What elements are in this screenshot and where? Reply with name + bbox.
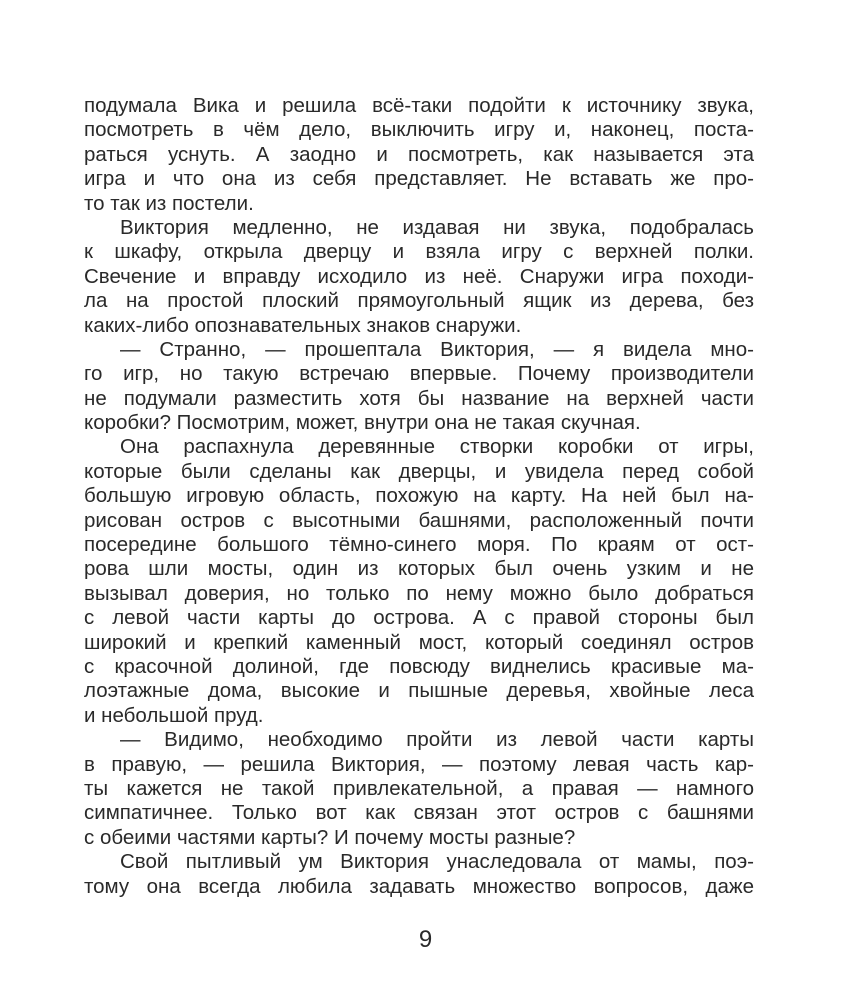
text-line: не подумали разместить хотя бы название на верхней части (84, 386, 754, 410)
text-line: Свечение и вправду исходило из неё. Снаружи игра походи- (84, 264, 754, 288)
text-line: лоэтажные дома, высокие и пышные деревья, хвойные леса (84, 679, 754, 703)
text-line: го игр, но такую встречаю впервые. Почему производители (84, 362, 754, 386)
text-line: симпатичнее. Только вот как связан этот остров с башнями (84, 801, 754, 825)
text-line: с красочной долиной, где повсюду виднелись красивые ма- (84, 654, 754, 678)
paragraph (84, 94, 754, 216)
text-line: ты кажется не такой привлекательной, а правая — намного (84, 776, 754, 800)
text-line: с обеими частями карты? И почему мосты разные? (84, 825, 576, 849)
text-line: и небольшой пруд. (84, 703, 264, 727)
text-line: вызывал доверия, но только по нему можно было добраться (84, 581, 754, 605)
text-line: раться уснуть. А заодно и посмотреть, как называется эта (84, 142, 754, 166)
text-line: — Видимо, необходимо пройти из левой части карты (120, 728, 754, 752)
paragraph (84, 435, 754, 728)
text-line: то так из постели. (84, 191, 254, 215)
text-line: — Странно, — прошептала Виктория, — я видела мно- (120, 337, 754, 361)
text-line: большую игровую область, похожую на карту. На ней был на- (84, 484, 754, 508)
text-line: широкий и крепкий каменный мост, который соединял остров (84, 630, 754, 654)
text-line: в правую, — решила Виктория, — поэтому левая часть кар- (84, 752, 754, 776)
text-line: коробки? Посмотрим, может, внутри она не такая скучная. (84, 411, 641, 435)
text-line: Виктория медленно, не издавая ни звука, подобралась (120, 215, 754, 239)
text-line: игра и что она из себя представляет. Не вставать же про- (84, 167, 754, 191)
text-line: каких-либо опознавательных знаков снаружи. (84, 313, 522, 337)
text-line: с левой части карты до острова. А с правой стороны был (84, 606, 754, 630)
text-line: рова шли мосты, один из которых был очень узким и не (84, 557, 754, 581)
text-line: Свой пытливый ум Виктория унаследовала от мамы, поэ- (120, 850, 754, 874)
text-line: к шкафу, открыла дверцу и взяла игру с верхней полки. (84, 240, 754, 264)
page-body (84, 94, 754, 899)
text-line: тому она всегда любила задавать множество вопросов, даже (84, 874, 754, 898)
text-line: ла на простой плоский прямоугольный ящик из дерева, без (84, 289, 754, 313)
paragraph (84, 338, 754, 436)
text-line: посмотреть в чём дело, выключить игру и, наконец, поста- (84, 118, 754, 142)
text-line: которые были сделаны как дверцы, и увидела перед собой (84, 459, 754, 483)
text-line: рисован остров с высотными башнями, расположенный почти (84, 508, 754, 532)
page-number: 9 (418, 926, 433, 953)
text-line: Она распахнула деревянные створки коробки от игры, (120, 435, 754, 459)
text-line: посередине большого тёмно-синего моря. По краям от ост- (84, 533, 754, 557)
paragraph (84, 728, 754, 850)
paragraph (84, 850, 754, 899)
text-line: подумала Вика и решила всё-таки подойти к источнику звука, (84, 94, 754, 117)
paragraph (84, 216, 754, 338)
